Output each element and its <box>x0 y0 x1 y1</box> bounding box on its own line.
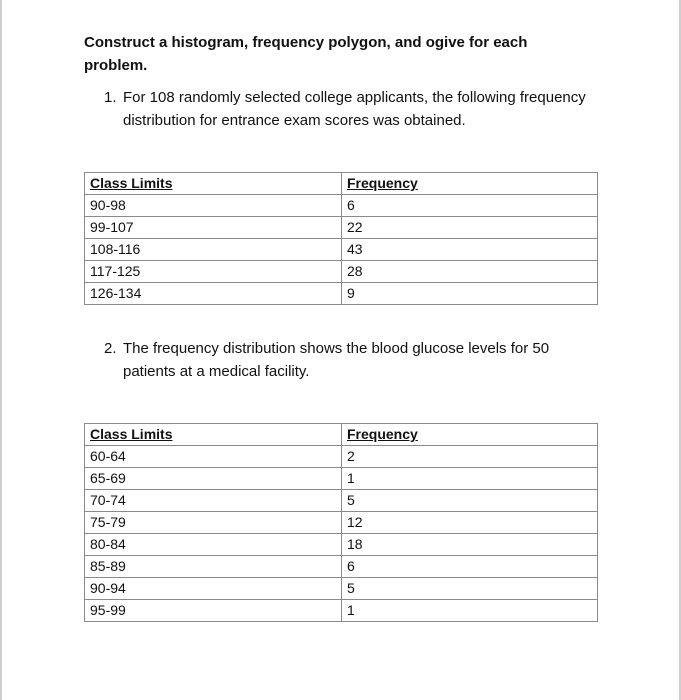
frequency-cell: 5 <box>342 490 598 512</box>
frequency-cell: 28 <box>342 261 598 283</box>
class-limit-cell: 117-125 <box>85 261 342 283</box>
class-limit-cell: 90-94 <box>85 578 342 600</box>
frequency-cell: 12 <box>342 512 598 534</box>
table-row <box>85 556 598 578</box>
class-limit-cell: 70-74 <box>85 490 342 512</box>
header-class-limits: Class Limits <box>85 424 342 446</box>
frequency-cell: 1 <box>342 600 598 622</box>
table-row <box>85 534 598 556</box>
frequency-cell: 18 <box>342 534 598 556</box>
problem-2-number: 2. <box>104 340 117 357</box>
frequency-cell: 9 <box>342 283 598 305</box>
header-frequency: Frequency <box>342 424 598 446</box>
page-edge-left <box>0 0 2 700</box>
table-row <box>85 490 598 512</box>
class-limit-cell: 85-89 <box>85 556 342 578</box>
class-limit-cell: 99-107 <box>85 217 342 239</box>
problem-1 <box>104 86 604 132</box>
table-row <box>85 195 598 217</box>
class-limit-cell: 95-99 <box>85 600 342 622</box>
table-row <box>85 446 598 468</box>
frequency-cell: 22 <box>342 217 598 239</box>
class-limit-cell: 108-116 <box>85 239 342 261</box>
class-limit-cell: 65-69 <box>85 468 342 490</box>
frequency-cell: 1 <box>342 468 598 490</box>
table-row <box>85 578 598 600</box>
table-row <box>85 217 598 239</box>
table-row <box>85 512 598 534</box>
class-limit-cell: 75-79 <box>85 512 342 534</box>
table-header-row <box>85 173 598 195</box>
frequency-cell: 6 <box>342 556 598 578</box>
header-class-limits: Class Limits <box>85 173 342 195</box>
table-exam-scores <box>84 172 598 305</box>
class-limit-cell: 80-84 <box>85 534 342 556</box>
class-limit-cell: 90-98 <box>85 195 342 217</box>
problem-2 <box>104 337 604 383</box>
problem-2-text: The frequency distribution shows the blood glucose levels for 50 patients at a medical facility. <box>123 340 550 380</box>
problem-1-text: For 108 randomly selected college applicants, the following frequency distribution for entrance exam scores was obtained. <box>123 89 586 129</box>
header-frequency: Frequency <box>342 173 598 195</box>
class-limit-cell: 126-134 <box>85 283 342 305</box>
table-blood-glucose <box>84 423 598 622</box>
table-row <box>85 600 598 622</box>
class-limit-cell: 60-64 <box>85 446 342 468</box>
frequency-cell: 43 <box>342 239 598 261</box>
frequency-cell: 6 <box>342 195 598 217</box>
table-header-row <box>85 424 598 446</box>
table-row <box>85 239 598 261</box>
table-row <box>85 261 598 283</box>
table-row <box>85 468 598 490</box>
table-row <box>85 283 598 305</box>
frequency-cell: 2 <box>342 446 598 468</box>
page-heading: Construct a histogram, frequency polygon, and ogive for each problem. <box>84 34 528 74</box>
problem-1-number: 1. <box>104 89 117 106</box>
frequency-cell: 5 <box>342 578 598 600</box>
